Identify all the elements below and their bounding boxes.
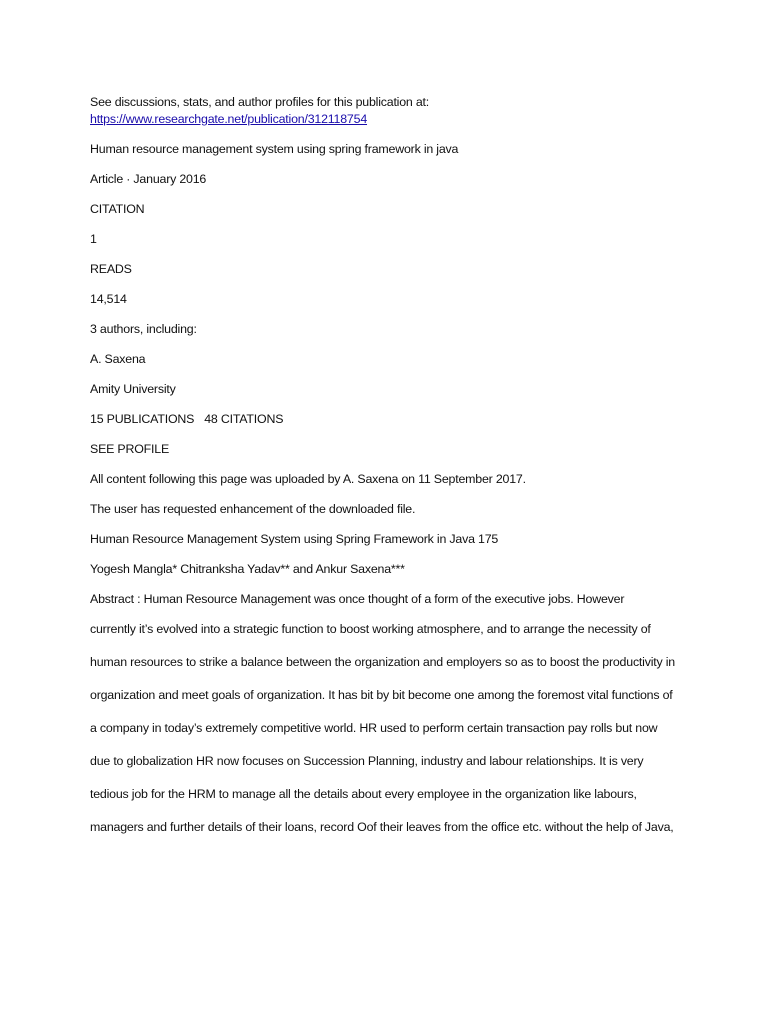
authors-summary: 3 authors, including: [90, 322, 197, 336]
reads-count: 14,514 [90, 292, 127, 306]
body-paragraph: human resources to strike a balance between the organization and employers so as to boost the productivity in [90, 655, 676, 669]
see-profile-link[interactable]: SEE PROFILE [90, 442, 170, 456]
article-type-date: Article · January 2016 [90, 172, 207, 186]
body-paragraph: organization and meet goals of organization. It has bit by bit become one among the foremost vital functions of [90, 688, 673, 702]
document-page [90, 94, 682, 836]
body-paragraph: managers and further details of their loans, record Oof their leaves from the office etc. without the help of Java, [90, 820, 674, 834]
body-paragraph: a company in today’s extremely competitive world. HR used to perform certain transaction pay rolls but now [90, 721, 658, 735]
paper-running-title: Human Resource Management System using Spring Framework in Java 175 [90, 532, 499, 546]
author-stats [90, 411, 682, 428]
author-citations: 48 CITATIONS [204, 412, 284, 426]
publication-title: Human resource management system using spring framework in java [90, 142, 459, 156]
enhancement-notice: The user has requested enhancement of the downloaded file. [90, 502, 416, 516]
body-paragraph: due to globalization HR now focuses on Succession Planning, industry and labour relationships. It is very [90, 754, 644, 768]
upload-notice: All content following this page was uploaded by A. Saxena on 11 September 2017. [90, 472, 526, 486]
body-paragraph: tedious job for the HRM to manage all the details about every employee in the organization like labours, [90, 787, 637, 801]
body-paragraph: currently it’s evolved into a strategic function to boost working atmosphere, and to arrange the necessity of [90, 622, 651, 636]
author-publications: 15 PUBLICATIONS [90, 412, 195, 426]
author-name: A. Saxena [90, 352, 146, 366]
paper-authors: Yogesh Mangla* Chitranksha Yadav** and Ankur Saxena*** [90, 562, 405, 576]
citation-count: 1 [90, 232, 97, 246]
author-affiliation: Amity University [90, 382, 176, 396]
reads-label: READS [90, 262, 132, 276]
abstract-paragraph: Abstract : Human Resource Management was once thought of a form of the executive jobs. However [90, 592, 625, 606]
publication-url-link[interactable]: https://www.researchgate.net/publication/312118754 [90, 112, 368, 126]
intro-text: See discussions, stats, and author profiles for this publication at: [90, 95, 430, 109]
citation-label: CITATION [90, 202, 145, 216]
